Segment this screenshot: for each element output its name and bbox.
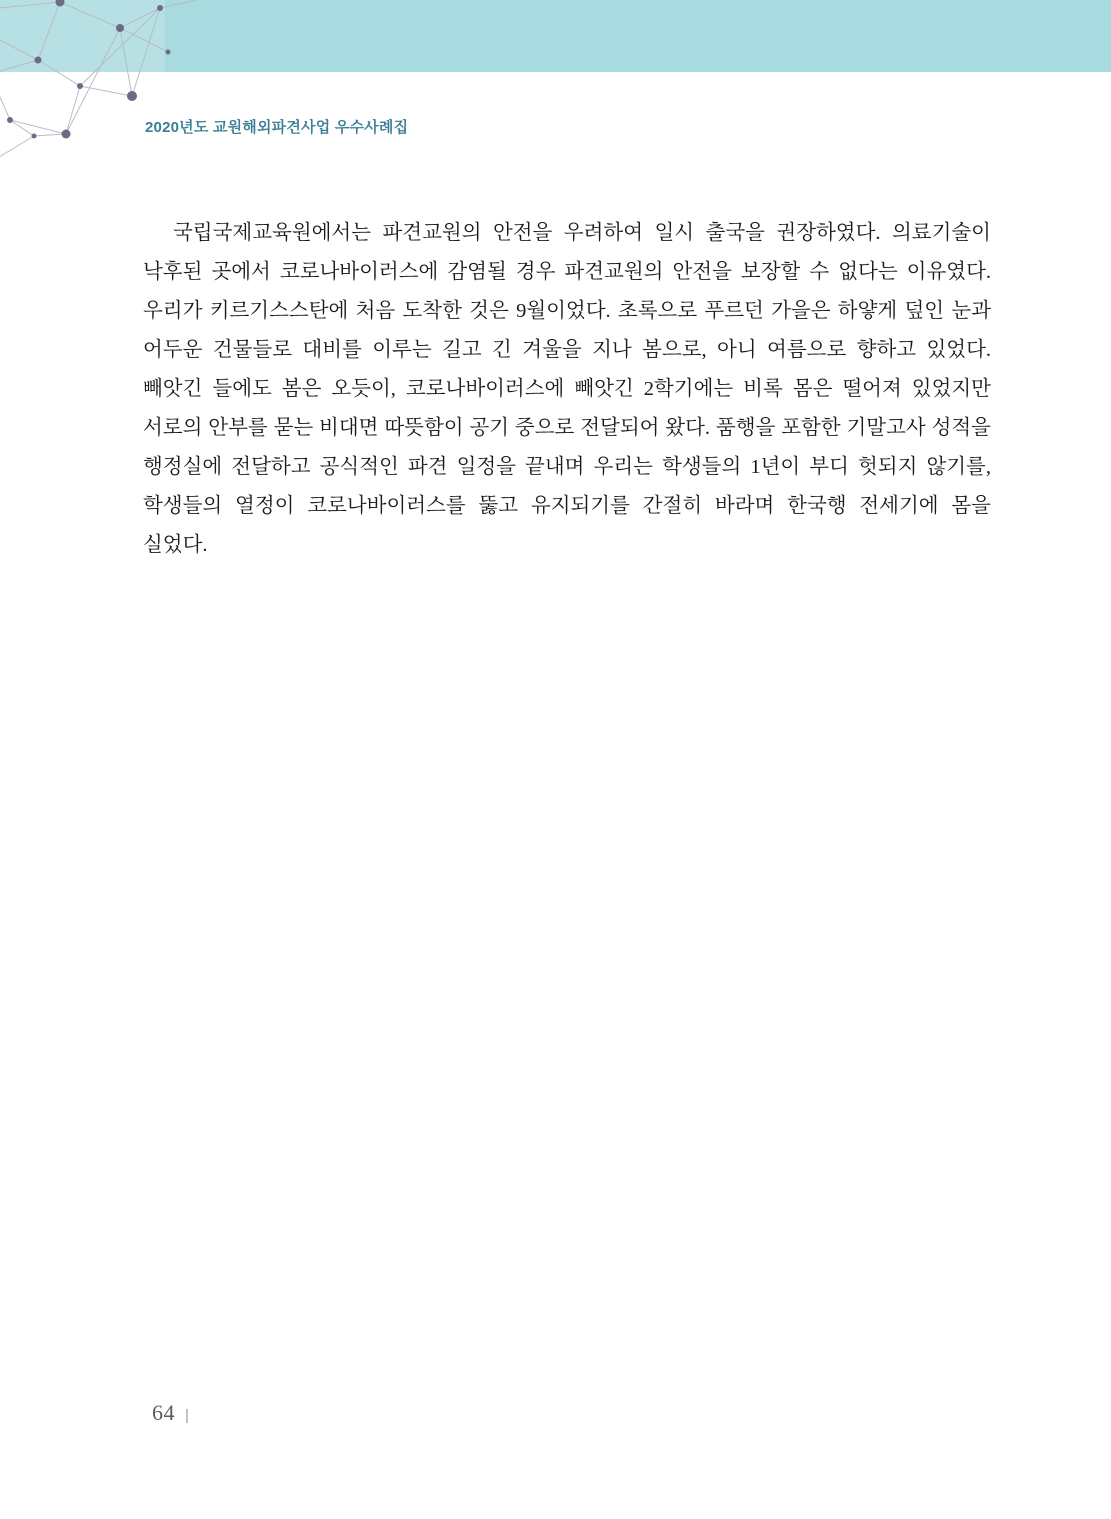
running-head: 2020년도 교원해외파견사업 우수사례집: [145, 119, 409, 136]
footer-divider: |: [185, 1407, 189, 1424]
body-paragraph: 국립국제교육원에서는 파견교원의 안전을 우려하여 일시 출국을 권장하였다. 의료기술이 낙후된 곳에서 코로나바이러스에 감염될 경우 파견교원의 안전을 보장할 수 없다는 이유였다. 우리가 키르기스스탄에 처음 도착한 것은 9월이었다. 초록으로 푸르던 가을은 하얗게 덮인 눈과 어두운 건물들로 대비를 이루는 길고 긴 겨울을 지나 봄으로, 아니 여름으로 향하고 있었다. 빼앗긴 들에도 봄은 오듯이, 코로나바이러스에 빼앗긴 2학기에는 비록 몸은 떨어져 있었지만 서로의 안부를 묻는 비대면 따뜻함이 공기 중으로 전달되어 왔다. 품행을 포함한 기말고사 성적을 행정실에 전달하고 공식적인 파견 일정을 끝내며 우리는 학생들의 1년이 부디 헛되지 않기를, 학생들의 열정이 코로나바이러스를 뚫고 유지되기를 간절히 바라며 한국행 전세기에 몸을 실었다.: [143, 221, 991, 556]
header-band: [0, 0, 1111, 72]
page-footer: [152, 1400, 189, 1426]
header-band-left-block: [0, 0, 165, 72]
page-number: 64: [152, 1400, 175, 1425]
